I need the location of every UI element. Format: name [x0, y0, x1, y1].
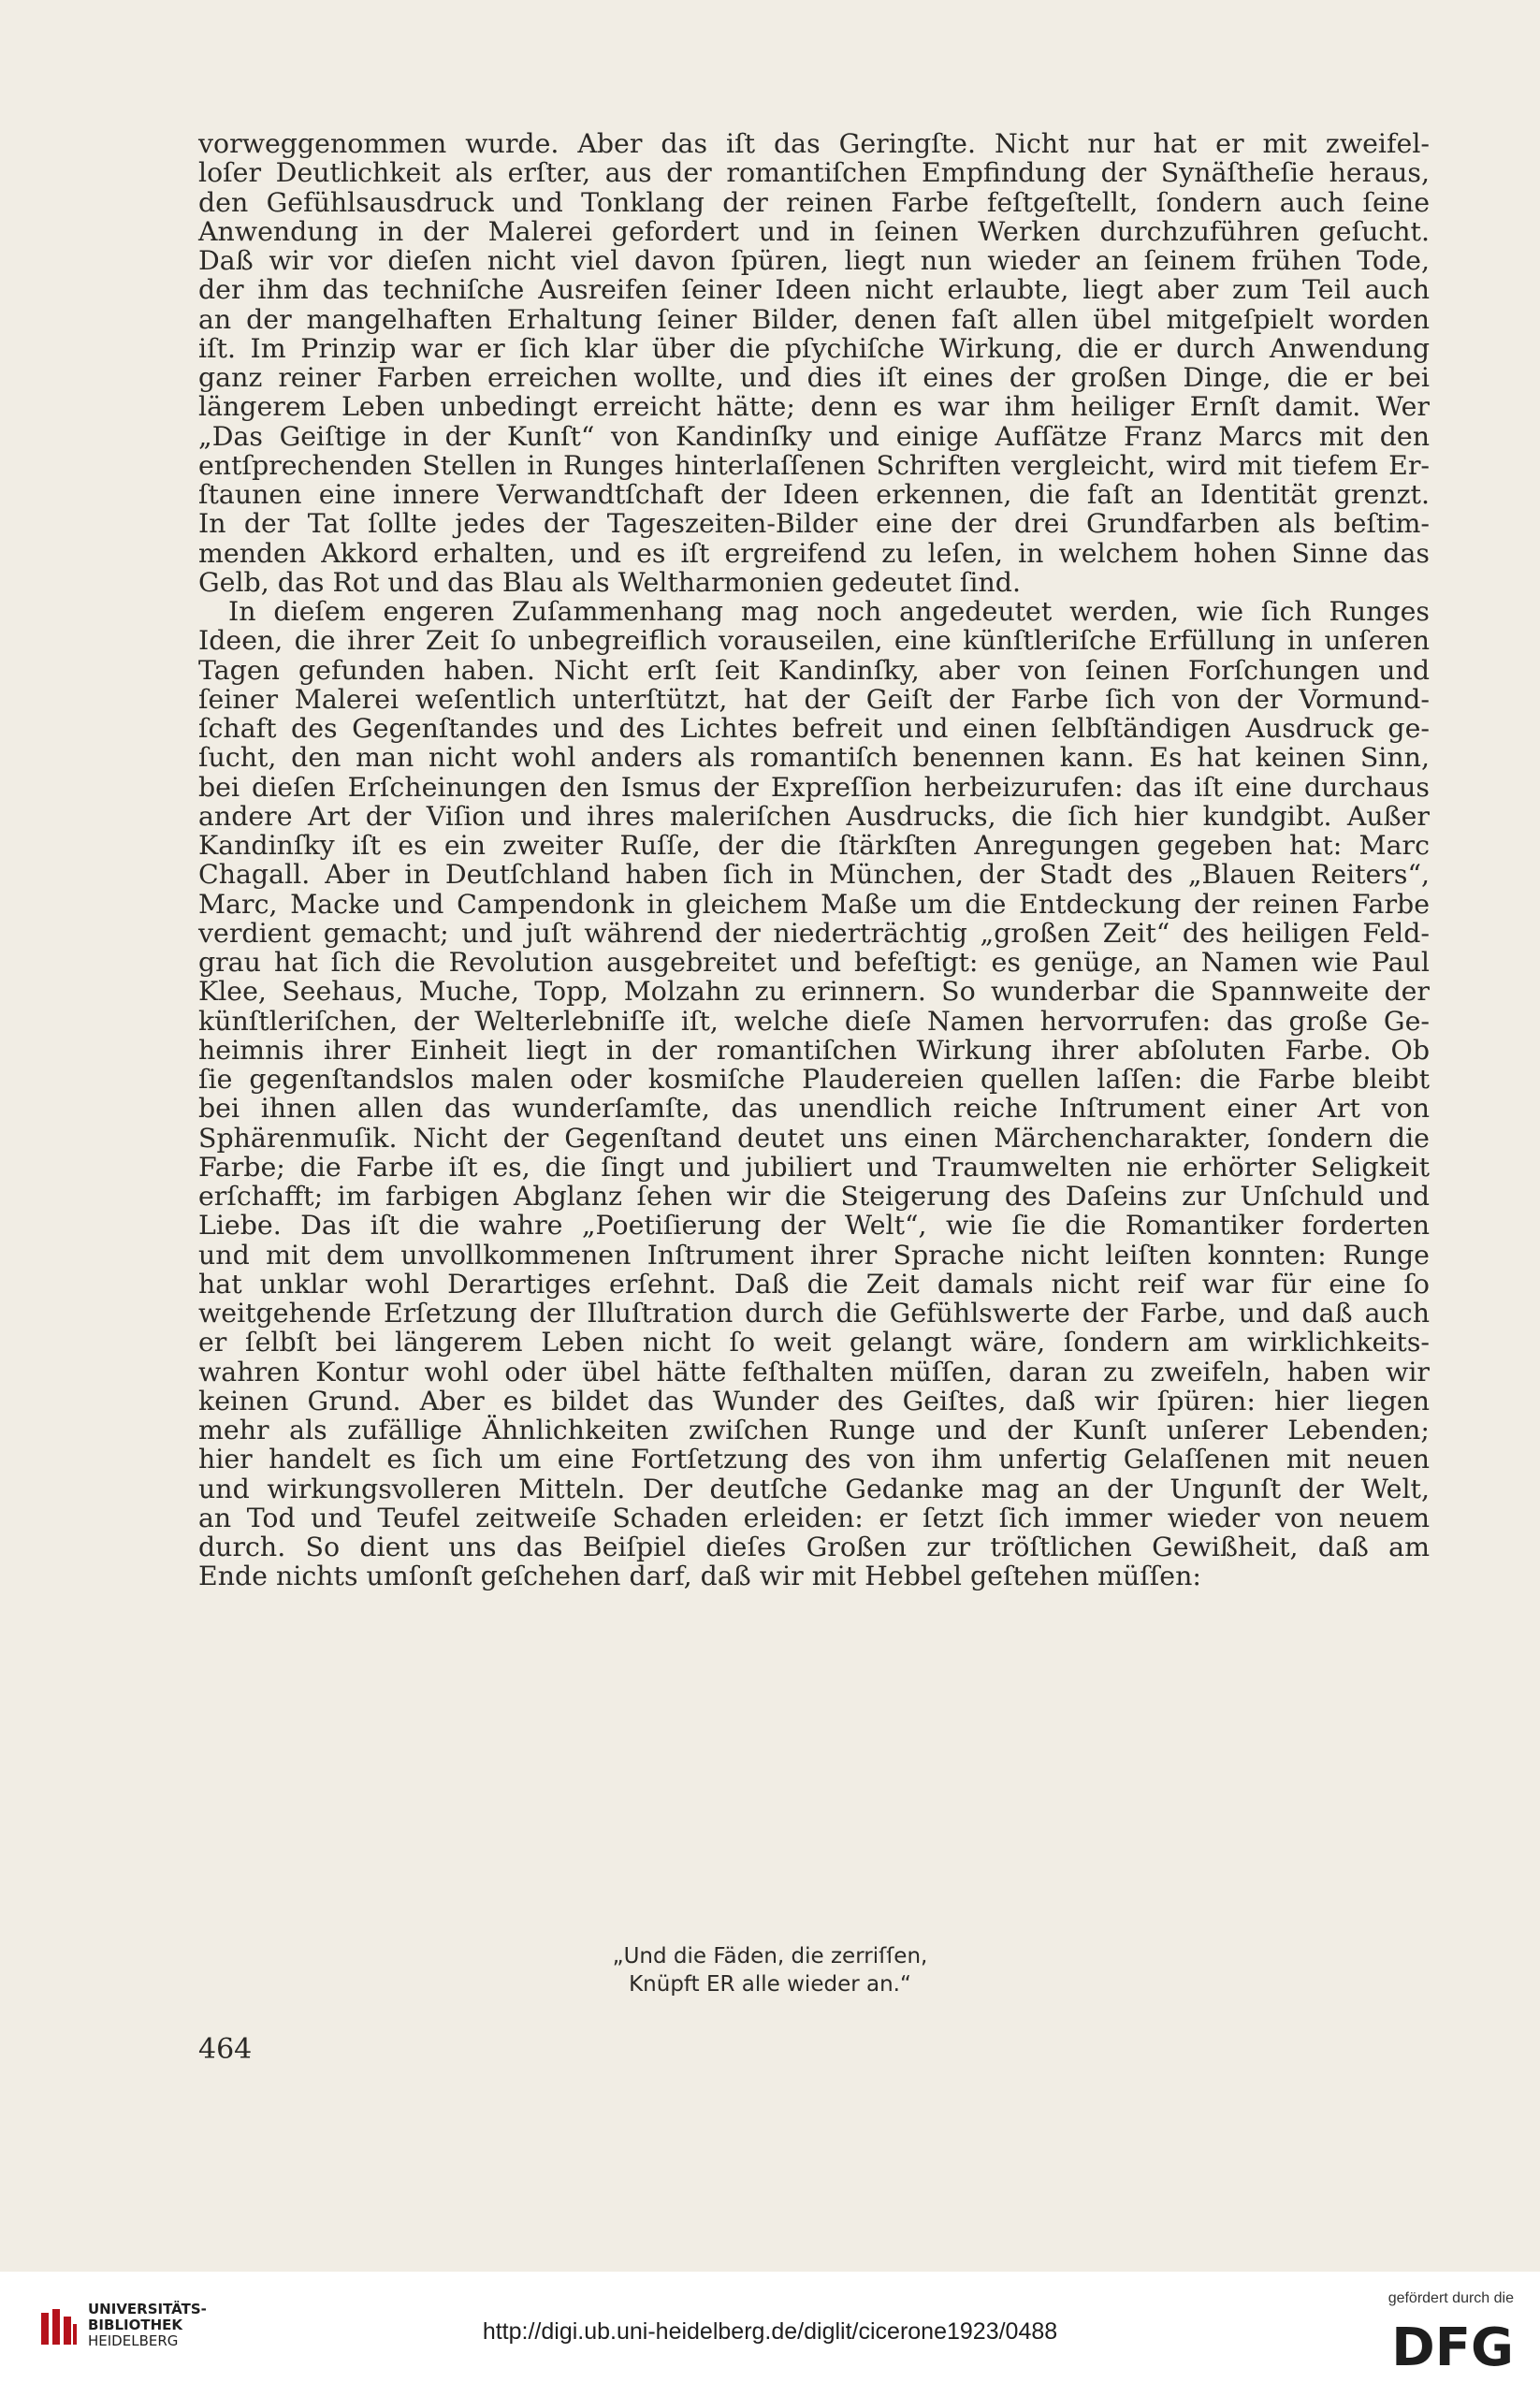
body-line: Daß wir vor dieſen nicht viel davon ſpüren, liegt nun wieder an ſeinem frühen Tode,	[198, 245, 1430, 276]
body-line: durch. So dient uns das Beiſpiel dieſes Großen zur tröſtlichen Gewißheit, daß am	[198, 1532, 1430, 1562]
body-line: ſchaft des Gegenſtandes und des Lichtes befreit und einen ſelbſtändigen Ausdruck ge-	[198, 713, 1430, 744]
body-line: ſtaunen eine innere Verwandtſchaft der Ideen erkennen, die faſt an Identität grenzt.	[198, 479, 1430, 510]
library-line-1: UNIVERSITÄTS-	[88, 2301, 207, 2317]
body-line: Anwendung in der Malerei gefordert und in ſeinen Werken durchzuführen geſucht.	[198, 215, 1430, 247]
body-line: loſer Deutlichkeit als erſter, aus der romantiſchen Empfindung der Synäſtheſie heraus,	[198, 157, 1430, 189]
body-line: erſchafft; im farbigen Abglanz ſehen wir die Steigerung des Daſeins zur Unſchuld und	[198, 1181, 1430, 1212]
quote-line-2: Knüpft ER alle wieder an.“	[629, 1972, 911, 1997]
body-line: vorweggenommen wurde. Aber das iſt das Geringſte. Nicht nur hat er mit zweifel-	[198, 128, 1430, 159]
body-line: „Das Geiſtige in der Kunſt“ von Kandinſky und einige Aufſätze Franz Marcs mit den	[198, 420, 1430, 452]
dfg-logo-icon	[1373, 2318, 1514, 2371]
body-line: Marc, Macke und Campendonk in gleichem Maße um die Entdeckung der reinen Farbe	[198, 888, 1430, 920]
quote-line-1: „Und die Fäden, die zerriſſen,	[612, 1944, 928, 1968]
body-line: an der mangelhaften Erhaltung ſeiner Bilder, denen faſt allen übel mitgeſpielt worden	[198, 303, 1430, 335]
body-line: menden Akkord erhalten, und es iſt ergreifend zu leſen, in welchem hohen Sinne das	[198, 537, 1430, 569]
body-line: wahren Kontur wohl oder übel hätte feſthalten müſſen, daran zu zweifeln, haben wir	[198, 1356, 1430, 1387]
body-line: der ihm das techniſche Ausreifen ſeiner Ideen nicht erlaubte, liegt aber zum Teil auch	[198, 274, 1430, 306]
body-line: Ideen, die ihrer Zeit ſo unbegreiflich vorauseilen, eine künſtleriſche Erfüllung in unſeren	[198, 625, 1430, 657]
body-line: bei ihnen allen das wunderſamſte, das unendlich reiche Inſtrument einer Art von	[198, 1093, 1430, 1125]
body-line: künſtleriſchen, der Welterlebniſſe iſt, welche dieſe Namen hervorrufen: das große Ge-	[198, 1005, 1430, 1037]
body-line: den Gefühlsausdruck und Tonklang der reinen Farbe feſtgeſtellt, ſondern auch ſeine	[198, 186, 1430, 218]
body-line: und mit dem unvollkommenen Inſtrument ihrer Sprache nicht leiſten konnten: Runge	[198, 1239, 1430, 1271]
body-line: Farbe; die Farbe iſt es, die ſingt und jubiliert und Traumwelten nie erhörter Seligkeit	[198, 1151, 1430, 1183]
body-line: Liebe. Das iſt die wahre „Poetiſierung der Welt“, wie ſie die Romantiker forderten	[198, 1210, 1430, 1242]
body-line: iſt. Im Prinzip war er ſich klar über die pſychiſche Wirkung, die er durch Anwendung	[198, 332, 1430, 364]
body-line: hat unklar wohl Derartiges erſehnt. Daß die Zeit damals nicht reif war für eine ſo	[198, 1268, 1430, 1300]
body-line: entſprechenden Stellen in Runges hinterlaſſenen Schriften vergleicht, wird mit tiefem Er-	[198, 449, 1430, 481]
body-line: keinen Grund. Aber es bildet das Wunder des Geiſtes, daß wir ſpüren: hier liegen	[198, 1385, 1430, 1416]
page-number: 464	[198, 2033, 253, 2066]
body-line: In dieſem engeren Zuſammenhang mag noch angedeutet werden, wie ſich Runges	[228, 596, 1430, 627]
body-line: Chagall. Aber in Deutſchland haben ſich in München, der Stadt des „Blauen Reiters“,	[198, 859, 1430, 891]
body-line: Kandinſky iſt es ein zweiter Ruſſe, der die ſtärkſten Anregungen gegeben hat: Marc	[198, 830, 1430, 861]
body-line: hier handelt es ſich um eine Fortſetzung des von ihm unfertig Gelaſſenen mit neuen	[198, 1444, 1430, 1475]
body-line: weitgehende Erſetzung der Illuſtration durch die Gefühlswerte der Farbe, und daß auch	[198, 1298, 1430, 1329]
body-line: mehr als zufällige Ähnlichkeiten zwiſchen Runge und der Kunſt unſerer Lebenden;	[198, 1415, 1430, 1445]
article-body	[198, 129, 1430, 1591]
body-line: In der Tat ſollte jedes der Tageszeiten-Bilder eine der drei Grundfarben als beſtim-	[198, 508, 1430, 540]
body-line: Klee, Seehaus, Muche, Topp, Molzahn zu erinnern. So wunderbar die Spannweite der	[198, 976, 1430, 1008]
footer-bar	[0, 2272, 1540, 2397]
body-line: Gelb, das Rot und das Blau als Weltharmonien gedeutet ſind.	[198, 566, 1021, 598]
body-line: längerem Leben unbedingt erreicht hätte; denn es war ihm heiliger Ernſt damit. Wer	[198, 391, 1430, 423]
source-url-link[interactable]: http://digi.ub.uni-heidelberg.de/diglit/cicerone1923/0488	[482, 2318, 1058, 2345]
body-line: ganz reiner Farben erreichen wollte, und dies iſt eines der großen Dinge, die er bei	[198, 362, 1430, 393]
body-line: ſie gegenſtandslos malen oder kosmiſche Plaudereien quellen laſſen: die Farbe bleibt	[198, 1064, 1430, 1095]
body-line: bei dieſen Erſcheinungen den Ismus der Expreſſion herbeizurufen: das iſt eine durchaus	[198, 771, 1430, 803]
body-line: Ende nichts umſonſt geſchehen darf, daß wir mit Hebbel geſtehen müſſen:	[198, 1561, 1201, 1592]
body-line: und wirkungsvolleren Mitteln. Der deutſche Gedanke mag an der Ungunſt der Welt,	[198, 1473, 1430, 1504]
dfg-logo-text: DFG	[1391, 2318, 1514, 2371]
library-line-2: BIBLIOTHEK	[88, 2317, 182, 2333]
body-line: ſucht, den man nicht wohl anders als romantiſch benennen kann. Es hat keinen Sinn,	[198, 742, 1430, 774]
body-line: grau hat ſich die Revolution ausgebreitet und befeſtigt: es genüge, an Namen wie Paul	[198, 947, 1430, 978]
body-line: an Tod und Teufel zeitweiſe Schaden erleiden: er ſetzt ſich immer wieder von neuem	[198, 1502, 1430, 1533]
body-line: heimnis ihrer Einheit liegt in der romantiſchen Wirkung ihrer abſoluten Farbe. Ob	[198, 1034, 1430, 1066]
body-line: Tagen gefunden haben. Nicht erſt ſeit Kandinſky, aber von ſeinen Forſchungen und	[198, 654, 1430, 686]
body-line: er ſelbſt bei längerem Leben nicht ſo weit gelangt wäre, ſondern am wirklichkeits-	[198, 1327, 1430, 1358]
dfg-caption: gefördert durch die	[1387, 2290, 1514, 2306]
body-line: andere Art der Viſion und ihres maleriſchen Ausdrucks, die ſich hier kundgibt. Außer	[198, 800, 1430, 832]
body-line: verdient gemacht; und juſt während der niederträchtig „großen Zeit“ des heiligen Feld-	[198, 917, 1430, 949]
body-line: ſeiner Malerei weſentlich unterſtützt, hat der Geiſt der Farbe ſich von der Vormund-	[198, 683, 1430, 715]
body-line: Sphärenmuſik. Nicht der Gegenſtand deutet uns einen Märchencharakter, ſondern die	[198, 1122, 1430, 1154]
library-line-3: HEIDELBERG	[88, 2332, 179, 2349]
